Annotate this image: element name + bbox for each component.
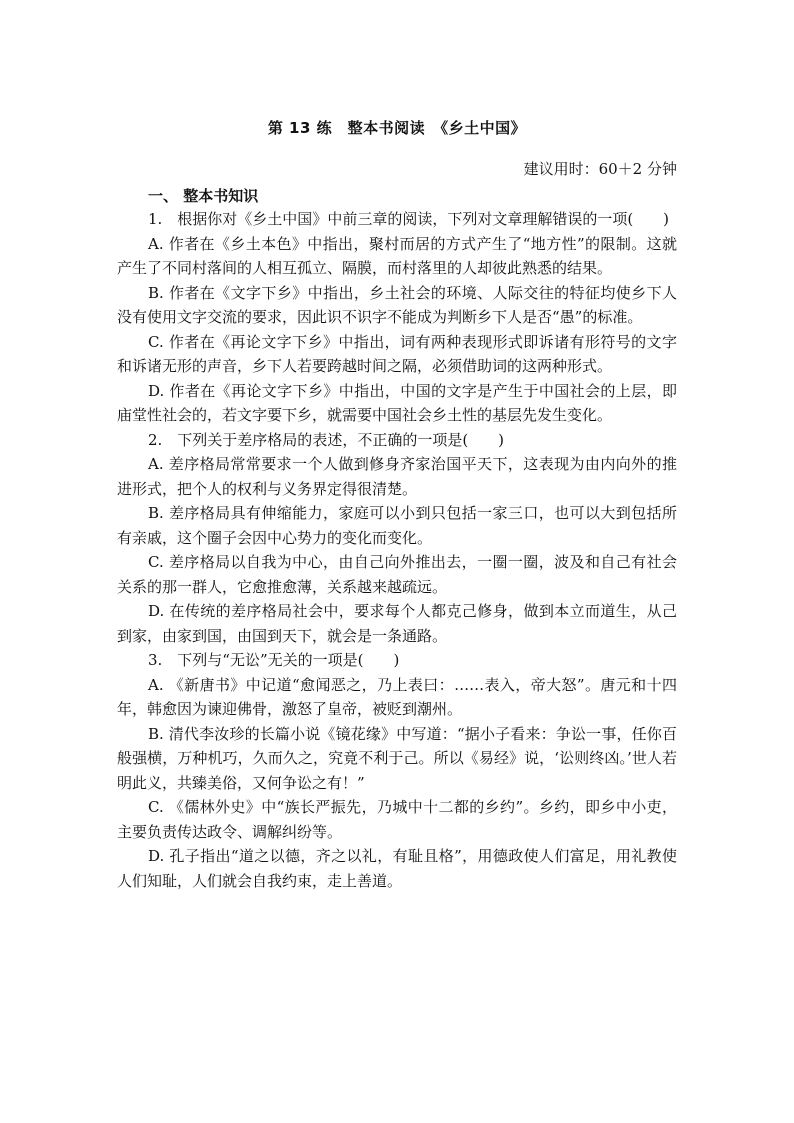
option-b: B. 差序格局具有伸缩能力，家庭可以小到只包括一家三口，也可以大到包括所有亲戚，这个圈子会因中心势力的变化而变化。	[117, 504, 677, 547]
option-d: D. 孔子指出“道之以德，齐之以礼，有耻且格”，用德政使人们富足，用礼教使人们知耻，人们就会自我约束，走上善道。	[117, 847, 677, 890]
option-a: A. 作者在《乡土本色》中指出，聚村而居的方式产生了“地方性”的限制。这就产生了不同村落间的人相互孤立、隔膜，而村落里的人却彼此熟悉的结果。	[117, 234, 677, 277]
question-stem: 1. 根据你对《乡土中国》中前三章的阅读，下列对文章理解错误的一项( )	[148, 210, 670, 228]
questions-body	[117, 207, 677, 893]
option-b: B. 作者在《文字下乡》中指出，乡土社会的环境、人际交往的特征均使乡下人没有使用文字交流的要求，因此识不识字不能成为判断乡下人是否“愚”的标准。	[117, 283, 677, 326]
option-b: B. 清代李汝珍的长篇小说《镜花缘》中写道：“据小子看来：争讼一事，任你百般强横，万种机巧，久而久之，究竟不利于己。所以《易经》说，‘讼则终凶。’世人若明此义，共臻美俗，又何争讼之有！”	[117, 724, 677, 792]
option-c: C. 《儒林外史》中“族长严振先，乃城中十二都的乡约”。乡约，即乡中小吏，主要负责传达政令、调解纠纷等。	[117, 798, 677, 841]
option-c: C. 差序格局以自我为中心，由自己向外推出去，一圈一圈，波及和自己有社会关系的那一群人，它愈推愈薄，关系越来越疏远。	[117, 553, 677, 596]
option-d: D. 作者在《再论文字下乡》中指出，中国的文字是产生于中国社会的上层，即庙堂性社会的，若文字要下乡，就需要中国社会乡土性的基层先发生变化。	[117, 381, 677, 424]
suggested-time: 建议用时：60＋2 分钟	[523, 160, 677, 178]
option-a: A. 《新唐书》中记道“愈闻恶之，乃上表曰：……表入，帝大怒”。唐元和十四年，韩愈因为谏迎佛骨，激怒了皇帝，被贬到潮州。	[117, 675, 677, 718]
option-a: A. 差序格局常常要求一个人做到修身齐家治国平天下，这表现为由内向外的推进形式，把个人的权利与义务界定得很清楚。	[117, 455, 677, 498]
question-stem: 3. 下列与“无讼”无关的一项是( )	[148, 651, 400, 669]
question-stem: 2. 下列关于差序格局的表述，不正确的一项是( )	[148, 430, 505, 449]
page-title: 第 13 练 整本书阅读 《乡土中国》	[267, 119, 527, 137]
option-c: C. 作者在《再论文字下乡》中指出，词有两种表现形式即诉诸有形符号的文字和诉诸无形的声音，乡下人若要跨越时间之隔，必须借助词的这两种形式。	[117, 332, 677, 375]
option-d: D. 在传统的差序格局社会中，要求每个人都克己修身，做到本立而道生，从己到家，由家到国，由国到天下，就会是一条通路。	[117, 602, 677, 645]
section-heading: 一、 整本书知识	[148, 187, 259, 205]
